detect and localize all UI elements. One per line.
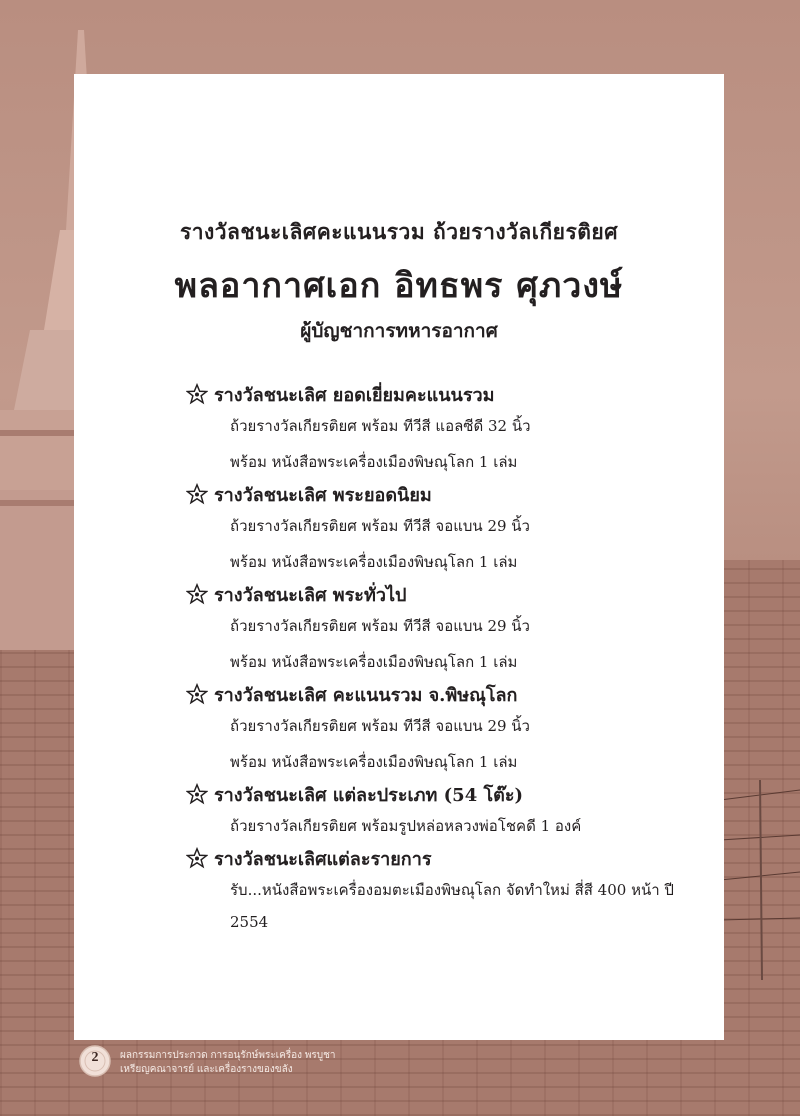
award-title: รางวัลชนะเลิศ พระยอดนิยม <box>214 484 432 506</box>
award-detail: พร้อม หนังสือพระเครื่องเมืองพิษณุโลก 1 เล่ม <box>230 753 518 771</box>
star-icon <box>186 583 208 605</box>
award-title: รางวัลชนะเลิศ พระทั่วไป <box>214 584 407 606</box>
award-item <box>186 844 716 931</box>
recipient-position: ผู้บัญชาการทหารอากาศ <box>300 320 498 342</box>
star-icon <box>186 783 208 805</box>
award-detail: รับ...หนังสือพระเครื่องอมตะเมืองพิษณุโลก จัดทำใหม่ สี่สี 400 หน้า ปี 2554 <box>230 881 674 931</box>
award-item <box>186 680 716 778</box>
footer-line-1: ผลกรรมการประกวด การอนุรักษ์พระเครื่อง พรบูชา <box>120 1050 336 1061</box>
award-item <box>186 480 716 578</box>
award-detail: พร้อม หนังสือพระเครื่องเมืองพิษณุโลก 1 เล่ม <box>230 553 518 571</box>
award-item <box>186 380 716 478</box>
award-title: รางวัลชนะเลิศแต่ละรายการ <box>214 848 432 870</box>
award-title: รางวัลชนะเลิศ คะแนนรวม จ.พิษณุโลก <box>214 684 518 706</box>
award-detail: พร้อม หนังสือพระเครื่องเมืองพิษณุโลก 1 เล่ม <box>230 453 518 471</box>
award-title: รางวัลชนะเลิศ แต่ละประเภท (54 โต๊ะ) <box>214 784 524 806</box>
award-detail: พร้อม หนังสือพระเครื่องเมืองพิษณุโลก 1 เล่ม <box>230 653 518 671</box>
recipient-name: พลอากาศเอก อิทธพร ศุภวงษ์ <box>174 266 624 306</box>
award-detail: ถ้วยรางวัลเกียรติยศ พร้อม ทีวีสี จอแบน 29 นิ้ว <box>230 717 530 735</box>
star-icon <box>186 683 208 705</box>
award-detail: ถ้วยรางวัลเกียรติยศ พร้อม ทีวีสี จอแบน 29 นิ้ว <box>230 617 530 635</box>
power-lines <box>720 780 800 980</box>
footer-line-2: เหรียญคณาจารย์ และเครื่องรางของขลัง <box>120 1064 293 1075</box>
award-item <box>186 780 716 842</box>
award-subtitle: รางวัลชนะเลิศคะแนนรวม ถ้วยรางวัลเกียรติยศ <box>179 219 619 244</box>
award-detail: ถ้วยรางวัลเกียรติยศ พร้อม ทีวีสี แอลซีดี 32 นิ้ว <box>230 417 531 435</box>
award-title: รางวัลชนะเลิศ ยอดเยี่ยมคะแนนรวม <box>214 384 495 406</box>
star-icon <box>186 383 208 405</box>
page-footer <box>0 1040 800 1116</box>
star-icon <box>186 483 208 505</box>
award-detail: ถ้วยรางวัลเกียรติยศ พร้อมรูปหล่อหลวงพ่อโชคดี 1 องค์ <box>230 817 582 835</box>
award-list <box>186 380 716 931</box>
award-item <box>186 580 716 678</box>
star-icon <box>186 847 208 869</box>
award-detail: ถ้วยรางวัลเกียรติยศ พร้อม ทีวีสี จอแบน 29 นิ้ว <box>230 517 530 535</box>
content-panel <box>74 74 724 1040</box>
page-number: 2 <box>91 1050 99 1065</box>
